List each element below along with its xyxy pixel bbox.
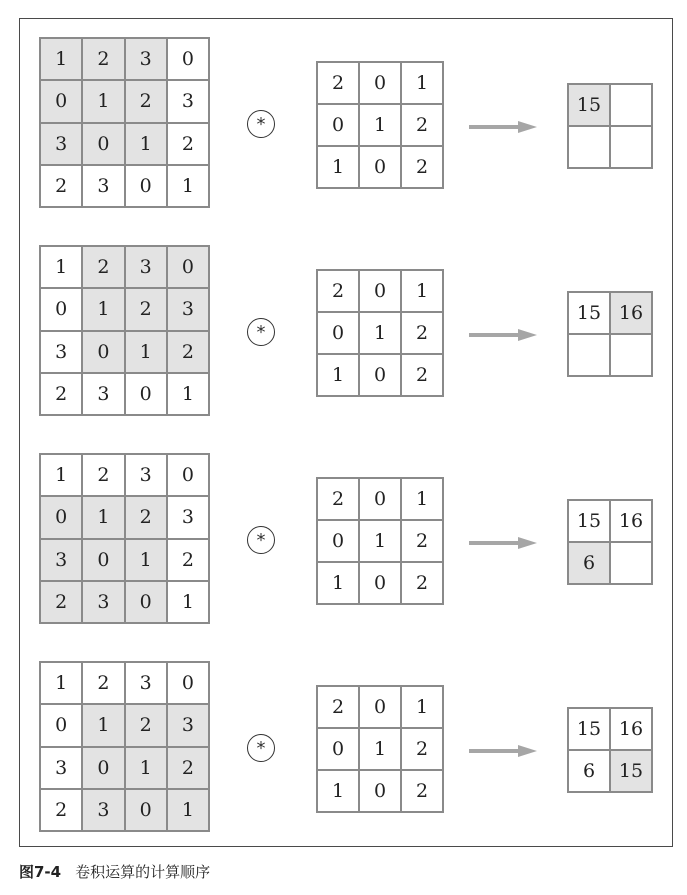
convolution-operator-icon: * — [247, 526, 275, 554]
kernel-matrix-cell: 0 — [317, 520, 359, 562]
input-matrix-cell: 3 — [40, 747, 82, 789]
input-matrix-cell: 1 — [82, 496, 124, 538]
output-matrix-cell: 16 — [610, 708, 652, 750]
kernel-matrix-cell: 2 — [401, 354, 443, 396]
output-matrix-cell — [610, 84, 652, 126]
kernel-matrix-cell: 2 — [401, 520, 443, 562]
input-matrix-cell: 2 — [40, 581, 82, 623]
input-matrix-cell: 2 — [167, 331, 209, 373]
input-matrix — [39, 37, 210, 208]
kernel-matrix-cell: 0 — [317, 728, 359, 770]
input-matrix-cell: 0 — [82, 123, 124, 165]
input-matrix-cell: 1 — [167, 373, 209, 415]
output-matrix-cell — [610, 334, 652, 376]
input-matrix-cell: 2 — [167, 747, 209, 789]
kernel-matrix-cell: 0 — [359, 270, 401, 312]
output-matrix-cell: 15 — [568, 84, 610, 126]
kernel-matrix-cell: 2 — [401, 562, 443, 604]
input-matrix-cell: 2 — [40, 373, 82, 415]
kernel-matrix-cell: 0 — [317, 104, 359, 146]
input-matrix-cell: 2 — [125, 288, 167, 330]
input-matrix-cell: 1 — [40, 454, 82, 496]
input-matrix-cell: 3 — [167, 80, 209, 122]
kernel-matrix-cell: 1 — [317, 770, 359, 812]
kernel-matrix-cell: 1 — [359, 104, 401, 146]
output-matrix — [567, 291, 653, 377]
input-matrix-cell: 0 — [40, 80, 82, 122]
input-matrix-cell: 0 — [82, 331, 124, 373]
kernel-matrix-cell: 2 — [317, 270, 359, 312]
output-matrix-cell — [568, 126, 610, 168]
input-matrix-cell: 0 — [82, 539, 124, 581]
input-matrix-cell: 3 — [82, 373, 124, 415]
input-matrix-cell: 2 — [40, 165, 82, 207]
kernel-matrix-cell: 1 — [401, 270, 443, 312]
figure-label: 图7-4 — [19, 863, 62, 881]
input-matrix-cell: 0 — [167, 662, 209, 704]
input-matrix-cell: 0 — [167, 454, 209, 496]
figure-title: 卷积运算的计算顺序 — [75, 863, 211, 881]
input-matrix-cell: 3 — [167, 496, 209, 538]
kernel-matrix-cell: 1 — [317, 562, 359, 604]
input-matrix-cell: 2 — [125, 496, 167, 538]
output-matrix-cell: 6 — [568, 542, 610, 584]
right-arrow-icon — [468, 328, 538, 342]
kernel-matrix-cell: 1 — [317, 146, 359, 188]
input-matrix-cell: 3 — [125, 662, 167, 704]
input-matrix-cell: 1 — [125, 331, 167, 373]
input-matrix-cell: 1 — [125, 123, 167, 165]
kernel-matrix-cell: 0 — [359, 770, 401, 812]
kernel-matrix-cell: 2 — [317, 62, 359, 104]
output-matrix-cell: 15 — [568, 500, 610, 542]
kernel-matrix-cell: 0 — [359, 146, 401, 188]
input-matrix-cell: 1 — [167, 581, 209, 623]
input-matrix-cell: 0 — [40, 704, 82, 746]
input-matrix-cell: 3 — [167, 704, 209, 746]
output-matrix-cell: 15 — [568, 708, 610, 750]
kernel-matrix-cell: 0 — [359, 62, 401, 104]
output-matrix-cell — [568, 334, 610, 376]
input-matrix-cell: 0 — [40, 288, 82, 330]
output-matrix-cell: 16 — [610, 500, 652, 542]
input-matrix-cell: 1 — [82, 288, 124, 330]
input-matrix-cell: 0 — [40, 496, 82, 538]
output-matrix — [567, 707, 653, 793]
input-matrix-cell: 2 — [40, 789, 82, 831]
input-matrix — [39, 661, 210, 832]
output-matrix — [567, 83, 653, 169]
input-matrix — [39, 245, 210, 416]
output-matrix-cell — [610, 542, 652, 584]
kernel-matrix — [316, 685, 444, 813]
output-matrix-cell — [610, 126, 652, 168]
kernel-matrix-cell: 0 — [359, 478, 401, 520]
right-arrow-icon — [468, 744, 538, 758]
input-matrix-cell: 2 — [125, 704, 167, 746]
kernel-matrix-cell: 1 — [401, 686, 443, 728]
input-matrix-cell: 2 — [82, 662, 124, 704]
input-matrix-cell: 1 — [167, 789, 209, 831]
output-matrix-cell: 15 — [610, 750, 652, 792]
input-matrix-cell: 1 — [40, 38, 82, 80]
kernel-matrix-cell: 2 — [401, 728, 443, 770]
input-matrix-cell: 0 — [125, 581, 167, 623]
output-matrix-cell: 15 — [568, 292, 610, 334]
input-matrix-cell: 3 — [125, 246, 167, 288]
kernel-matrix-cell: 1 — [401, 62, 443, 104]
input-matrix-cell: 1 — [40, 662, 82, 704]
input-matrix-cell: 1 — [125, 747, 167, 789]
output-matrix-cell: 16 — [610, 292, 652, 334]
input-matrix-cell: 2 — [167, 123, 209, 165]
input-matrix-cell: 2 — [167, 539, 209, 581]
input-matrix — [39, 453, 210, 624]
kernel-matrix-cell: 2 — [401, 104, 443, 146]
input-matrix-cell: 3 — [82, 789, 124, 831]
input-matrix-cell: 1 — [125, 539, 167, 581]
input-matrix-cell: 3 — [82, 165, 124, 207]
input-matrix-cell: 3 — [167, 288, 209, 330]
kernel-matrix-cell: 1 — [359, 312, 401, 354]
kernel-matrix-cell: 1 — [401, 478, 443, 520]
input-matrix-cell: 1 — [82, 80, 124, 122]
input-matrix-cell: 3 — [40, 331, 82, 373]
right-arrow-icon — [468, 120, 538, 134]
kernel-matrix-cell: 0 — [359, 562, 401, 604]
convolution-operator-icon: * — [247, 318, 275, 346]
input-matrix-cell: 0 — [125, 789, 167, 831]
input-matrix-cell: 2 — [82, 38, 124, 80]
convolution-operator-icon: * — [247, 734, 275, 762]
kernel-matrix-cell: 2 — [317, 686, 359, 728]
input-matrix-cell: 1 — [167, 165, 209, 207]
kernel-matrix-cell: 2 — [317, 478, 359, 520]
input-matrix-cell: 1 — [82, 704, 124, 746]
kernel-matrix — [316, 269, 444, 397]
input-matrix-cell: 0 — [167, 246, 209, 288]
kernel-matrix — [316, 477, 444, 605]
kernel-matrix-cell: 0 — [359, 354, 401, 396]
right-arrow-icon — [468, 536, 538, 550]
input-matrix-cell: 2 — [82, 246, 124, 288]
output-matrix-cell: 6 — [568, 750, 610, 792]
figure-caption — [19, 861, 210, 882]
input-matrix-cell: 0 — [125, 373, 167, 415]
input-matrix-cell: 3 — [125, 38, 167, 80]
kernel-matrix-cell: 2 — [401, 770, 443, 812]
input-matrix-cell: 3 — [82, 581, 124, 623]
input-matrix-cell: 0 — [167, 38, 209, 80]
kernel-matrix-cell: 2 — [401, 312, 443, 354]
input-matrix-cell: 3 — [40, 123, 82, 165]
kernel-matrix-cell: 0 — [359, 686, 401, 728]
output-matrix — [567, 499, 653, 585]
input-matrix-cell: 1 — [40, 246, 82, 288]
convolution-operator-icon: * — [247, 110, 275, 138]
input-matrix-cell: 0 — [82, 747, 124, 789]
kernel-matrix-cell: 1 — [359, 728, 401, 770]
input-matrix-cell: 0 — [125, 165, 167, 207]
input-matrix-cell: 3 — [125, 454, 167, 496]
kernel-matrix — [316, 61, 444, 189]
input-matrix-cell: 2 — [82, 454, 124, 496]
kernel-matrix-cell: 2 — [401, 146, 443, 188]
input-matrix-cell: 3 — [40, 539, 82, 581]
kernel-matrix-cell: 0 — [317, 312, 359, 354]
kernel-matrix-cell: 1 — [359, 520, 401, 562]
kernel-matrix-cell: 1 — [317, 354, 359, 396]
input-matrix-cell: 2 — [125, 80, 167, 122]
